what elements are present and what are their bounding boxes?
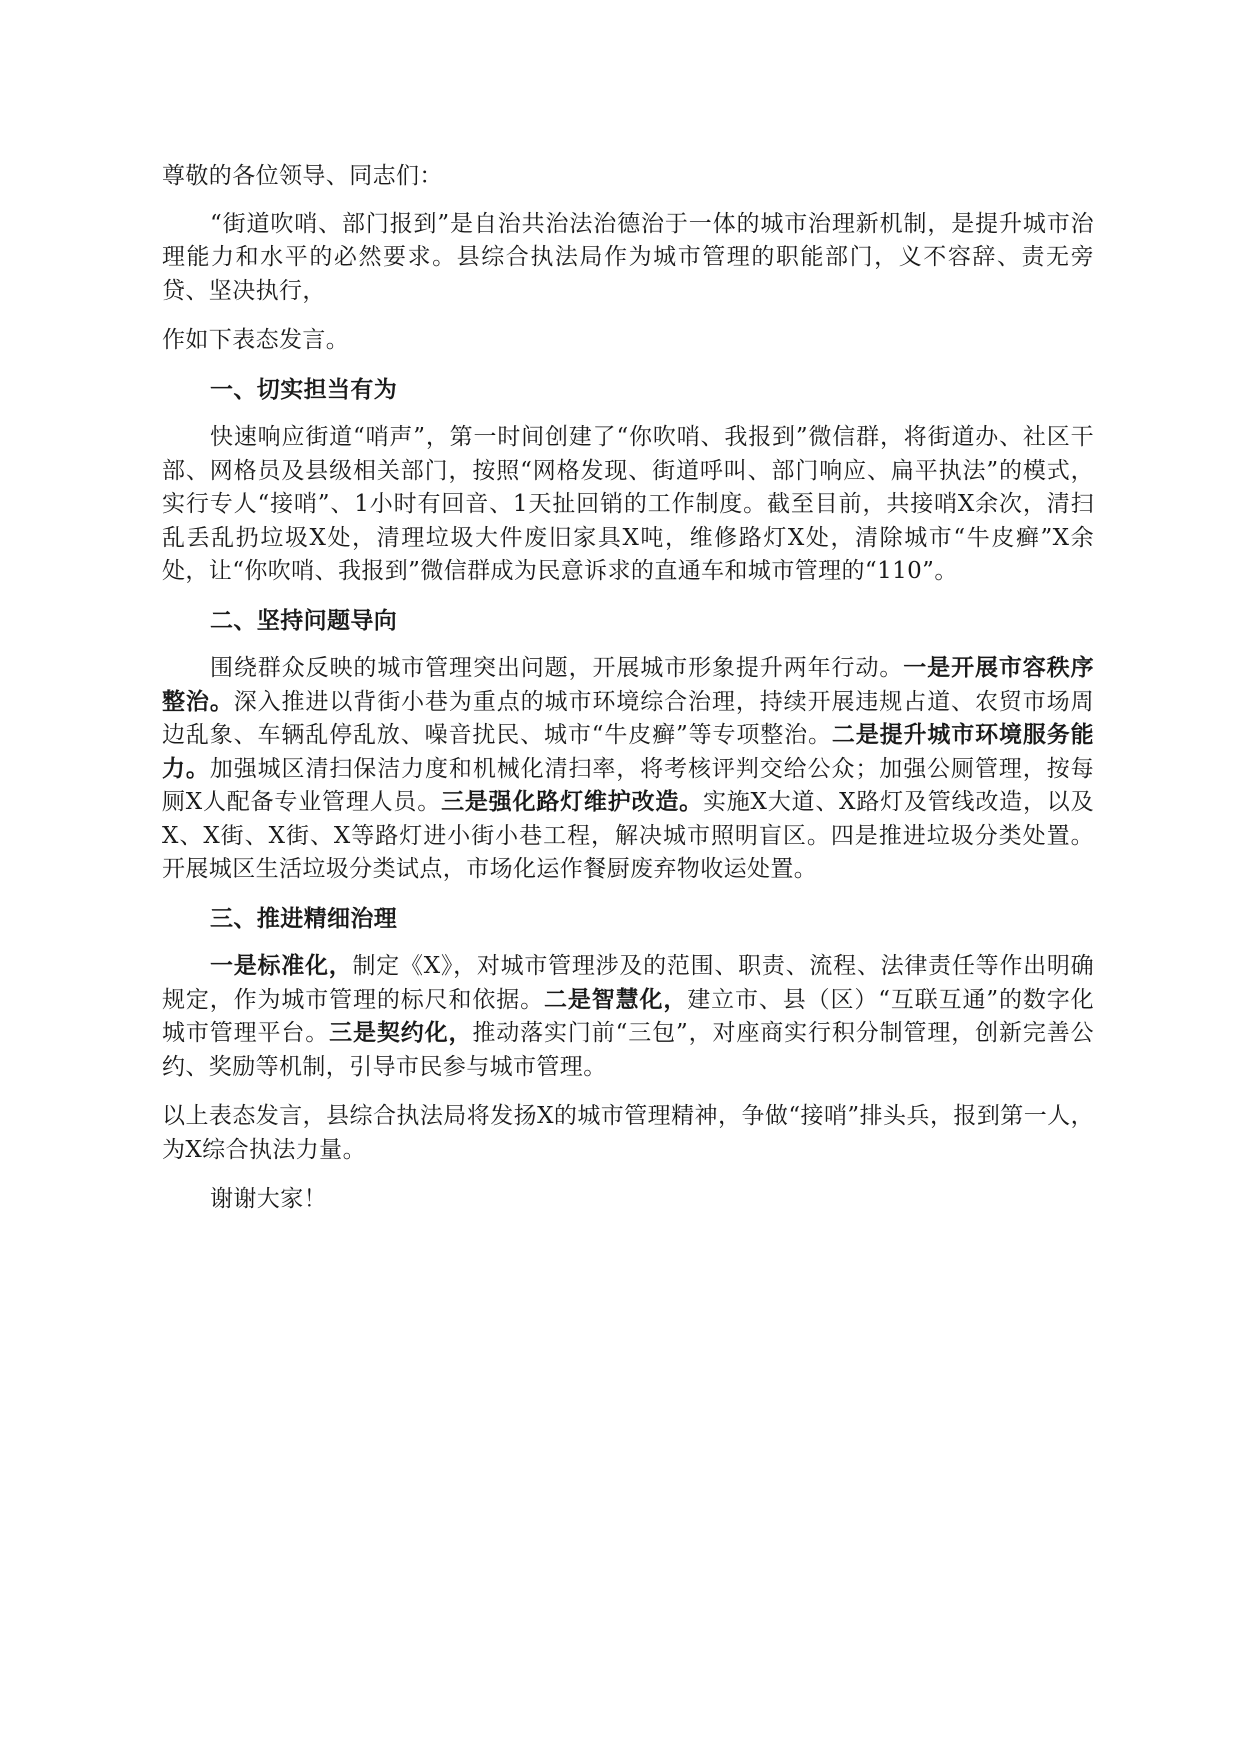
section-2-point-2: 二是提升城市环境服务能力。 bbox=[162, 722, 1094, 782]
section-2-body bbox=[162, 652, 1094, 887]
section-2-text-3: 加强城区清扫保洁力度和机械化清扫率，将考核评判交给公众；加强公厕管理，按每厕X人配备专业管理人员。 bbox=[162, 755, 1094, 815]
section-3-text-1: 制定《X》，对城市管理涉及的范围、职责、流程、法律责任等作出明确规定，作为城市管理的标尺和依据。 bbox=[162, 953, 1094, 1013]
section-2-text-1: 围绕群众反映的城市管理突出问题，开展城市形象提升两年行动。 bbox=[210, 655, 904, 681]
section-1-body: 快速响应街道“哨声”，第一时间创建了“你吹哨、我报到”微信群，将街道办、社区干部、网格员及县级相关部门，按照“网格发现、街道呼叫、部门响应、扁平执法”的模式，实行专人“接哨”、1小时有回音、1天扯回销的工作制度。截至目前，共接哨X余次，清扫乱丢乱扔垃圾X处，清理垃圾大件废旧家具X吨，维修路灯X处，清除城市“牛皮癣”X余处，让“你吹哨、我报到”微信群成为民意诉求的直通车和城市管理的“110”。 bbox=[162, 424, 1094, 584]
section-3-text-2: 建立市、县（区）“互联互通”的数字化城市管理平台。 bbox=[162, 986, 1095, 1046]
section-2-text-4: 实施X大道、X路灯及管线改造，以及X、X街、X街、X等路灯进小街小巷工程，解决城市照明盲区。四是推进垃圾分类处置。开展城区生活垃圾分类试点，市场化运作餐厨废弃物收运处置。 bbox=[162, 789, 1094, 882]
section-2-point-1: 一是开展市容秩序整治。 bbox=[162, 655, 1095, 715]
section-2-heading: 二、坚持问题导向 bbox=[210, 607, 398, 634]
section-1-heading: 一、切实担当有为 bbox=[210, 376, 398, 403]
section-3-body bbox=[162, 950, 1094, 1084]
closing-thanks: 谢谢大家！ bbox=[210, 1186, 327, 1212]
section-3-point-1: 一是标准化， bbox=[210, 953, 353, 979]
intro-statement: 作如下表态发言。 bbox=[162, 327, 350, 353]
section-3-point-2: 二是智慧化， bbox=[543, 986, 688, 1013]
section-3-heading: 三、推进精细治理 bbox=[210, 905, 398, 932]
section-2-text-2: 深入推进以背街小巷为重点的城市环境综合治理，持续开展违规占道、农贸市场周边乱象、车辆乱停乱放、噪音扰民、城市“牛皮癣”等专项整治。 bbox=[162, 688, 1094, 748]
section-3-text-3: 推动落实门前“三包”，对座商实行积分制管理，创新完善公约、奖励等机制，引导市民参与城市管理。 bbox=[162, 1020, 1094, 1080]
salutation: 尊敬的各位领导、同志们： bbox=[162, 163, 443, 189]
closing-paragraph: 以上表态发言，县综合执法局将发扬X的城市管理精神，争做“接哨”排头兵，报到第一人，为X综合执法力量。 bbox=[162, 1103, 1094, 1163]
intro-paragraph: “街道吹哨、部门报到”是自治共治法治德治于一体的城市治理新机制，是提升城市治理能力和水平的必然要求。县综合执法局作为城市管理的职能部门，义不容辞、责无旁贷、坚决执行， bbox=[162, 210, 1094, 304]
section-3-point-3: 三是契约化， bbox=[329, 1020, 473, 1046]
section-2-point-3: 三是强化路灯维护改造。 bbox=[441, 789, 703, 815]
document-page bbox=[162, 160, 1094, 1217]
